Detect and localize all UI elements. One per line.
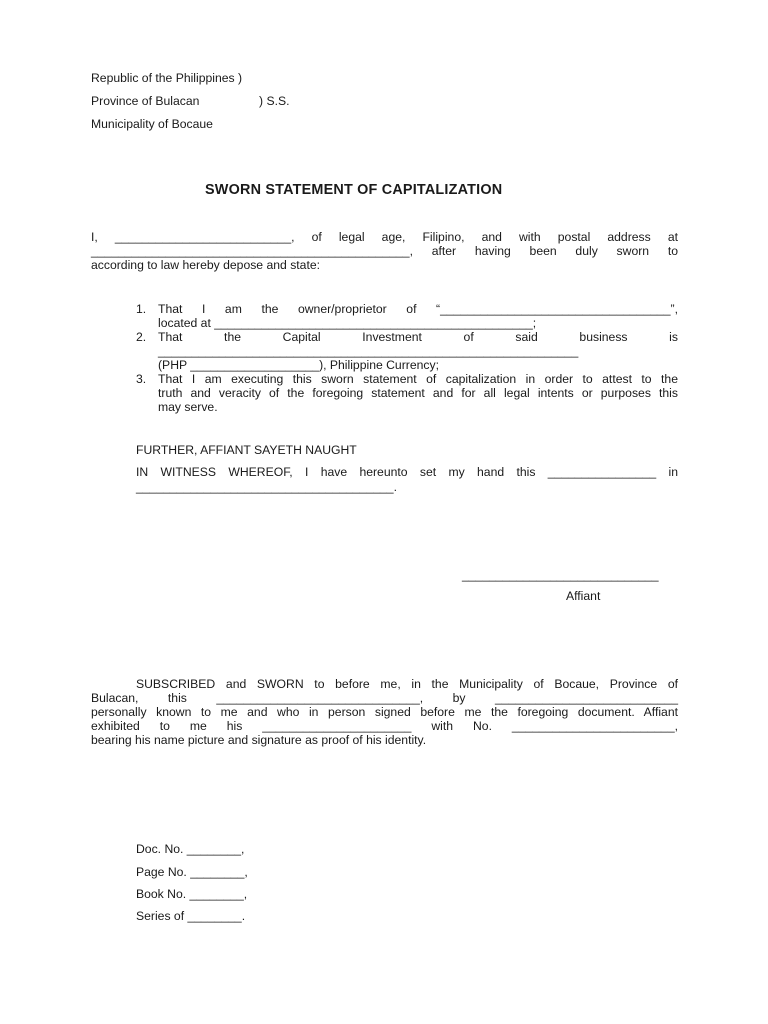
item-3-line-3: may serve. [158, 400, 218, 414]
jurat-line-4: exhibited to me his ______________________ with No. ________________________, [91, 719, 678, 733]
item-2-line-2: ______________________________________________________________ [158, 344, 579, 358]
item-3-number: 3. [136, 372, 147, 386]
notary-series: Series of ________. [136, 909, 246, 923]
affiant-label: Affiant [566, 589, 601, 603]
item-3-line-1: That I am executing this sworn statement of capitalization in order to attest to the [158, 372, 678, 386]
witness-line-2: ______________________________________. [136, 480, 397, 494]
item-1-line-2: located at _______________________________________________; [158, 316, 537, 330]
witness-line-1: IN WITNESS WHEREOF, I have hereunto set my hand this ________________ in [136, 465, 678, 479]
document-title: SWORN STATEMENT OF CAPITALIZATION [205, 182, 503, 198]
intro-line-1: I, __________________________, of legal age, Filipino, and with postal address at [91, 230, 678, 244]
intro-line-2: _______________________________________________, after having been duly sworn to [91, 244, 678, 258]
notary-book-no: Book No. ________, [136, 887, 248, 901]
jurat-line-1: SUBSCRIBED and SWORN to before me, in the Municipality of Bocaue, Province of [136, 677, 678, 691]
venue-province: Province of Bulacan [91, 94, 200, 108]
notary-page-no: Page No. ________, [136, 865, 248, 879]
jurat-line-2: Bulacan, this ______________________________, by ___________________________ [91, 691, 678, 705]
venue-municipality: Municipality of Bocaue [91, 117, 213, 131]
venue-ss: ) S.S. [259, 94, 290, 108]
item-2-line-3: (PHP ___________________), Philippine Currency; [158, 358, 439, 372]
item-1-line-1: That I am the owner/proprietor of “__________________________________”, [158, 302, 678, 316]
item-1-number: 1. [136, 302, 147, 316]
item-3-line-2: truth and veracity of the foregoing statement and for all legal intents or purposes this [158, 386, 678, 400]
notary-doc-no: Doc. No. ________, [136, 842, 245, 856]
intro-line-3: according to law hereby depose and state: [91, 258, 321, 272]
item-2-number: 2. [136, 330, 147, 344]
affiant-signature-line: _____________________________ [462, 568, 659, 582]
jurat-line-5: bearing his name picture and signature as proof of his identity. [91, 733, 427, 747]
item-2-line-1: That the Capital Investment of said business is [158, 330, 678, 344]
jurat-line-3: personally known to me and who in person signed before me the foregoing document. Affiant [91, 705, 678, 719]
venue-republic: Republic of the Philippines ) [91, 71, 243, 85]
further-affiant-text: FURTHER, AFFIANT SAYETH NAUGHT [136, 443, 357, 457]
